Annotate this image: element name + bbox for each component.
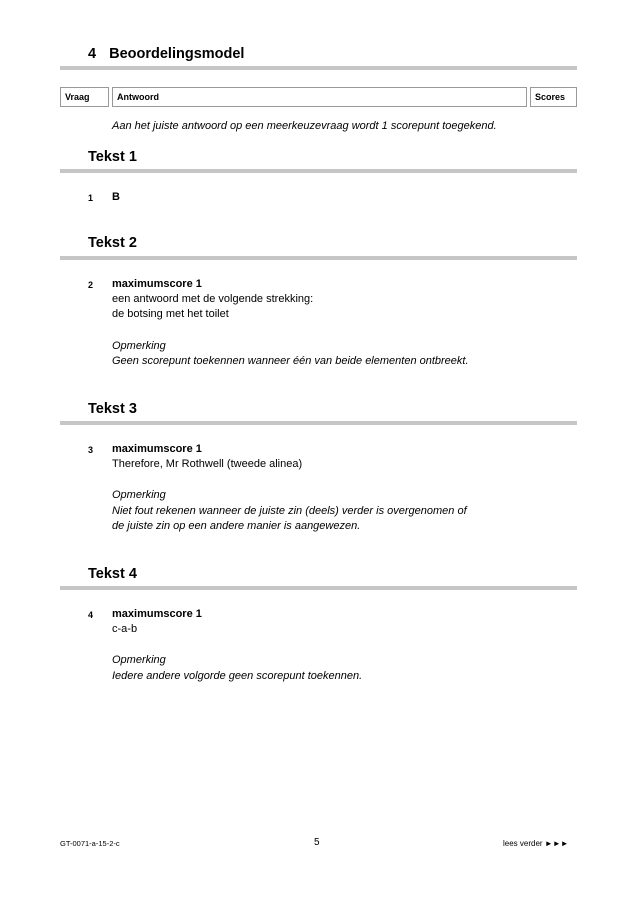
page-number: 5 [314, 837, 320, 848]
max-score: maximumscore 1 [112, 278, 202, 290]
section-title: Tekst 2 [88, 235, 137, 251]
chapter-title: Beoordelingsmodel [109, 46, 245, 62]
section-rule [60, 586, 577, 590]
footer-code: GT-0071-a-15-2-c [60, 839, 120, 848]
header-vraag: Vraag [60, 87, 109, 107]
lees-verder: lees verder ►►► [503, 839, 569, 848]
section-title: Tekst 3 [88, 401, 137, 417]
section-title: Tekst 4 [88, 566, 137, 582]
header-antwoord: Antwoord [112, 87, 527, 107]
answer: B [112, 191, 120, 203]
chapter-number: 4 [88, 46, 97, 62]
remark-label: Opmerking [112, 489, 166, 501]
section-rule [60, 421, 577, 425]
chapter-rule [60, 66, 577, 70]
section-rule [60, 169, 577, 173]
remark-text: Niet fout rekenen wanneer de juiste zin (deels) verder is overgenomen of [112, 505, 467, 517]
remark-text: Geen scorepunt toekennen wanneer één van beide elementen ontbreekt. [112, 355, 469, 367]
remark-label: Opmerking [112, 654, 166, 666]
question-number: 4 [88, 610, 94, 620]
remark-text: Iedere andere volgorde geen scorepunt toekennen. [112, 670, 363, 682]
chapter-heading [88, 46, 244, 62]
answer-line: c-a-b [112, 623, 138, 635]
header-scores: Scores [530, 87, 577, 107]
question-number: 1 [88, 193, 94, 203]
answer-line: de botsing met het toilet [112, 308, 229, 320]
remark-label: Opmerking [112, 340, 166, 352]
max-score: maximumscore 1 [112, 608, 202, 620]
answer-line: een antwoord met de volgende strekking: [112, 293, 314, 305]
section-title: Tekst 1 [88, 149, 137, 165]
question-number: 2 [88, 280, 94, 290]
intro-text: Aan het juiste antwoord op een meerkeuzevraag wordt 1 scorepunt toegekend. [112, 120, 497, 132]
section-rule [60, 256, 577, 260]
max-score: maximumscore 1 [112, 443, 202, 455]
question-number: 3 [88, 445, 94, 455]
answer-line: Therefore, Mr Rothwell (tweede alinea) [112, 458, 303, 470]
remark-text: de juiste zin op een andere manier is aangewezen. [112, 520, 361, 532]
